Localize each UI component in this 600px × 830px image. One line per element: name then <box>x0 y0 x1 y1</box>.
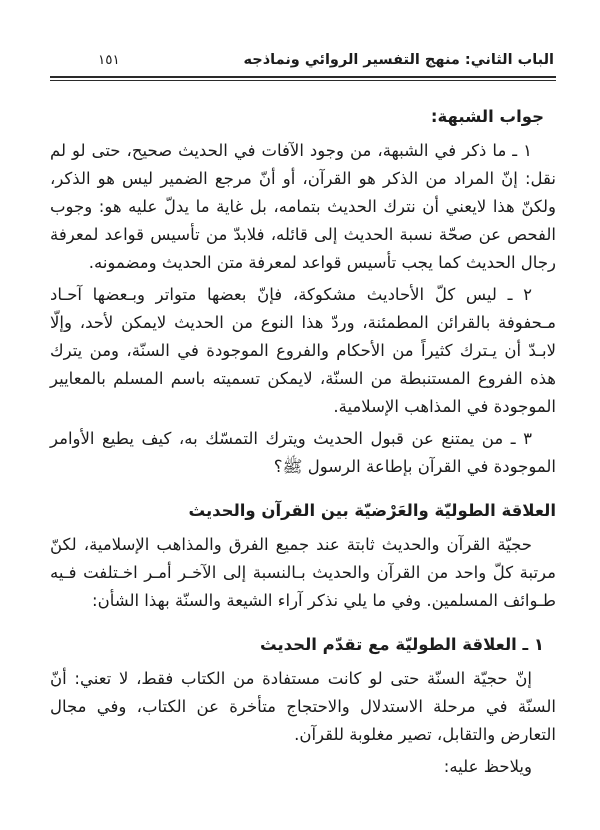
paragraph-authority-intro: حجيّة القرآن والحديث ثابتة عند جميع الفرق والمذاهب الإسلامية، لكنّ مرتبة كلّ واحد من القرآن والحديث بـالنسبة إلى الآخـر أمـر اخـتلفت فـيه طـوائف المسلمين. وفي ما يلي نذكر آراء الشيعة والسنّة بهذا الشأن: <box>50 535 556 611</box>
subsection-heading-vertical-relation-hadith-priority: ١ ـ العلاقة الطوليّة مع تقدّم الحديث <box>259 635 544 655</box>
page-body <box>50 103 556 781</box>
chapter-running-title: الباب الثاني: منهج التفسير الروائي ونماذجه <box>243 52 554 68</box>
page-number: ١٥١ <box>98 52 120 69</box>
paragraph-sunnah-authority: إنّ حجيّة السنّة حتى لو كانت مستفادة من الكتاب فقط، لا تعني: أنّ السنّة في مرحلة الاستدلال والاحتجاج متأخرة عن الكتاب، وفي مجال التعارض والتقابل، تصير مغلوبة للقرآن. <box>50 669 556 745</box>
section-heading-answer-to-doubt: جواب الشبهة: <box>430 107 544 127</box>
paragraph-remark-lead-in: ويلاحظ عليه: <box>443 757 532 777</box>
running-header <box>50 50 556 76</box>
paragraph-point-3: ٣ ـ من يمتنع عن قبول الحديث ويترك التمسّك به، كيف يطيع الأوامر الموجودة في القرآن بإطاعة الرسول ﷺ؟ <box>50 429 556 477</box>
paragraph-point-1: ١ ـ ما ذكر في الشبهة، من وجود الآفات في الحديث صحيح، حتى لو لم نقل: إنّ المراد من الذكر هو القرآن، أو أنّ مرجع الضمير ليس هو الذكر، ولكنّ هذا لايعني أن نترك الحديث بتمامه، بل غاية ما يدلّ عليه هو: وجوب الفحص عن صحّة نسبة الحديث إلى قائله، فلابدّ من تأسيس قواعد لمعرفة رجال الحديث كما يجب تأسيس قواعد لمعرفة متن الحديث ومضمونه. <box>50 141 556 273</box>
header-double-rule <box>50 76 556 81</box>
section-heading-vertical-horizontal-relation: العلاقة الطوليّة والعَرْضيّة بين القرآن والحديث <box>188 501 556 521</box>
paragraph-point-2: ٢ ـ ليس كلّ الأحاديث مشكوكة، فإنّ بعضها متواتر وبـعضها آحـاد مـحفوفة بالقرائن المطمئنة، وردّ هذا النوع من الحديث لايمكن لأحد، وإلّا لابـدّ أن يـترك كثيراً من الأحكام والفروع الموجودة في السنّة، ومن يترك هذه الفروع المستنبطة من السنّة، لايمكن تسميته باسم المسلم بالمعايير الموجودة في المذاهب الإسلامية. <box>50 285 556 417</box>
